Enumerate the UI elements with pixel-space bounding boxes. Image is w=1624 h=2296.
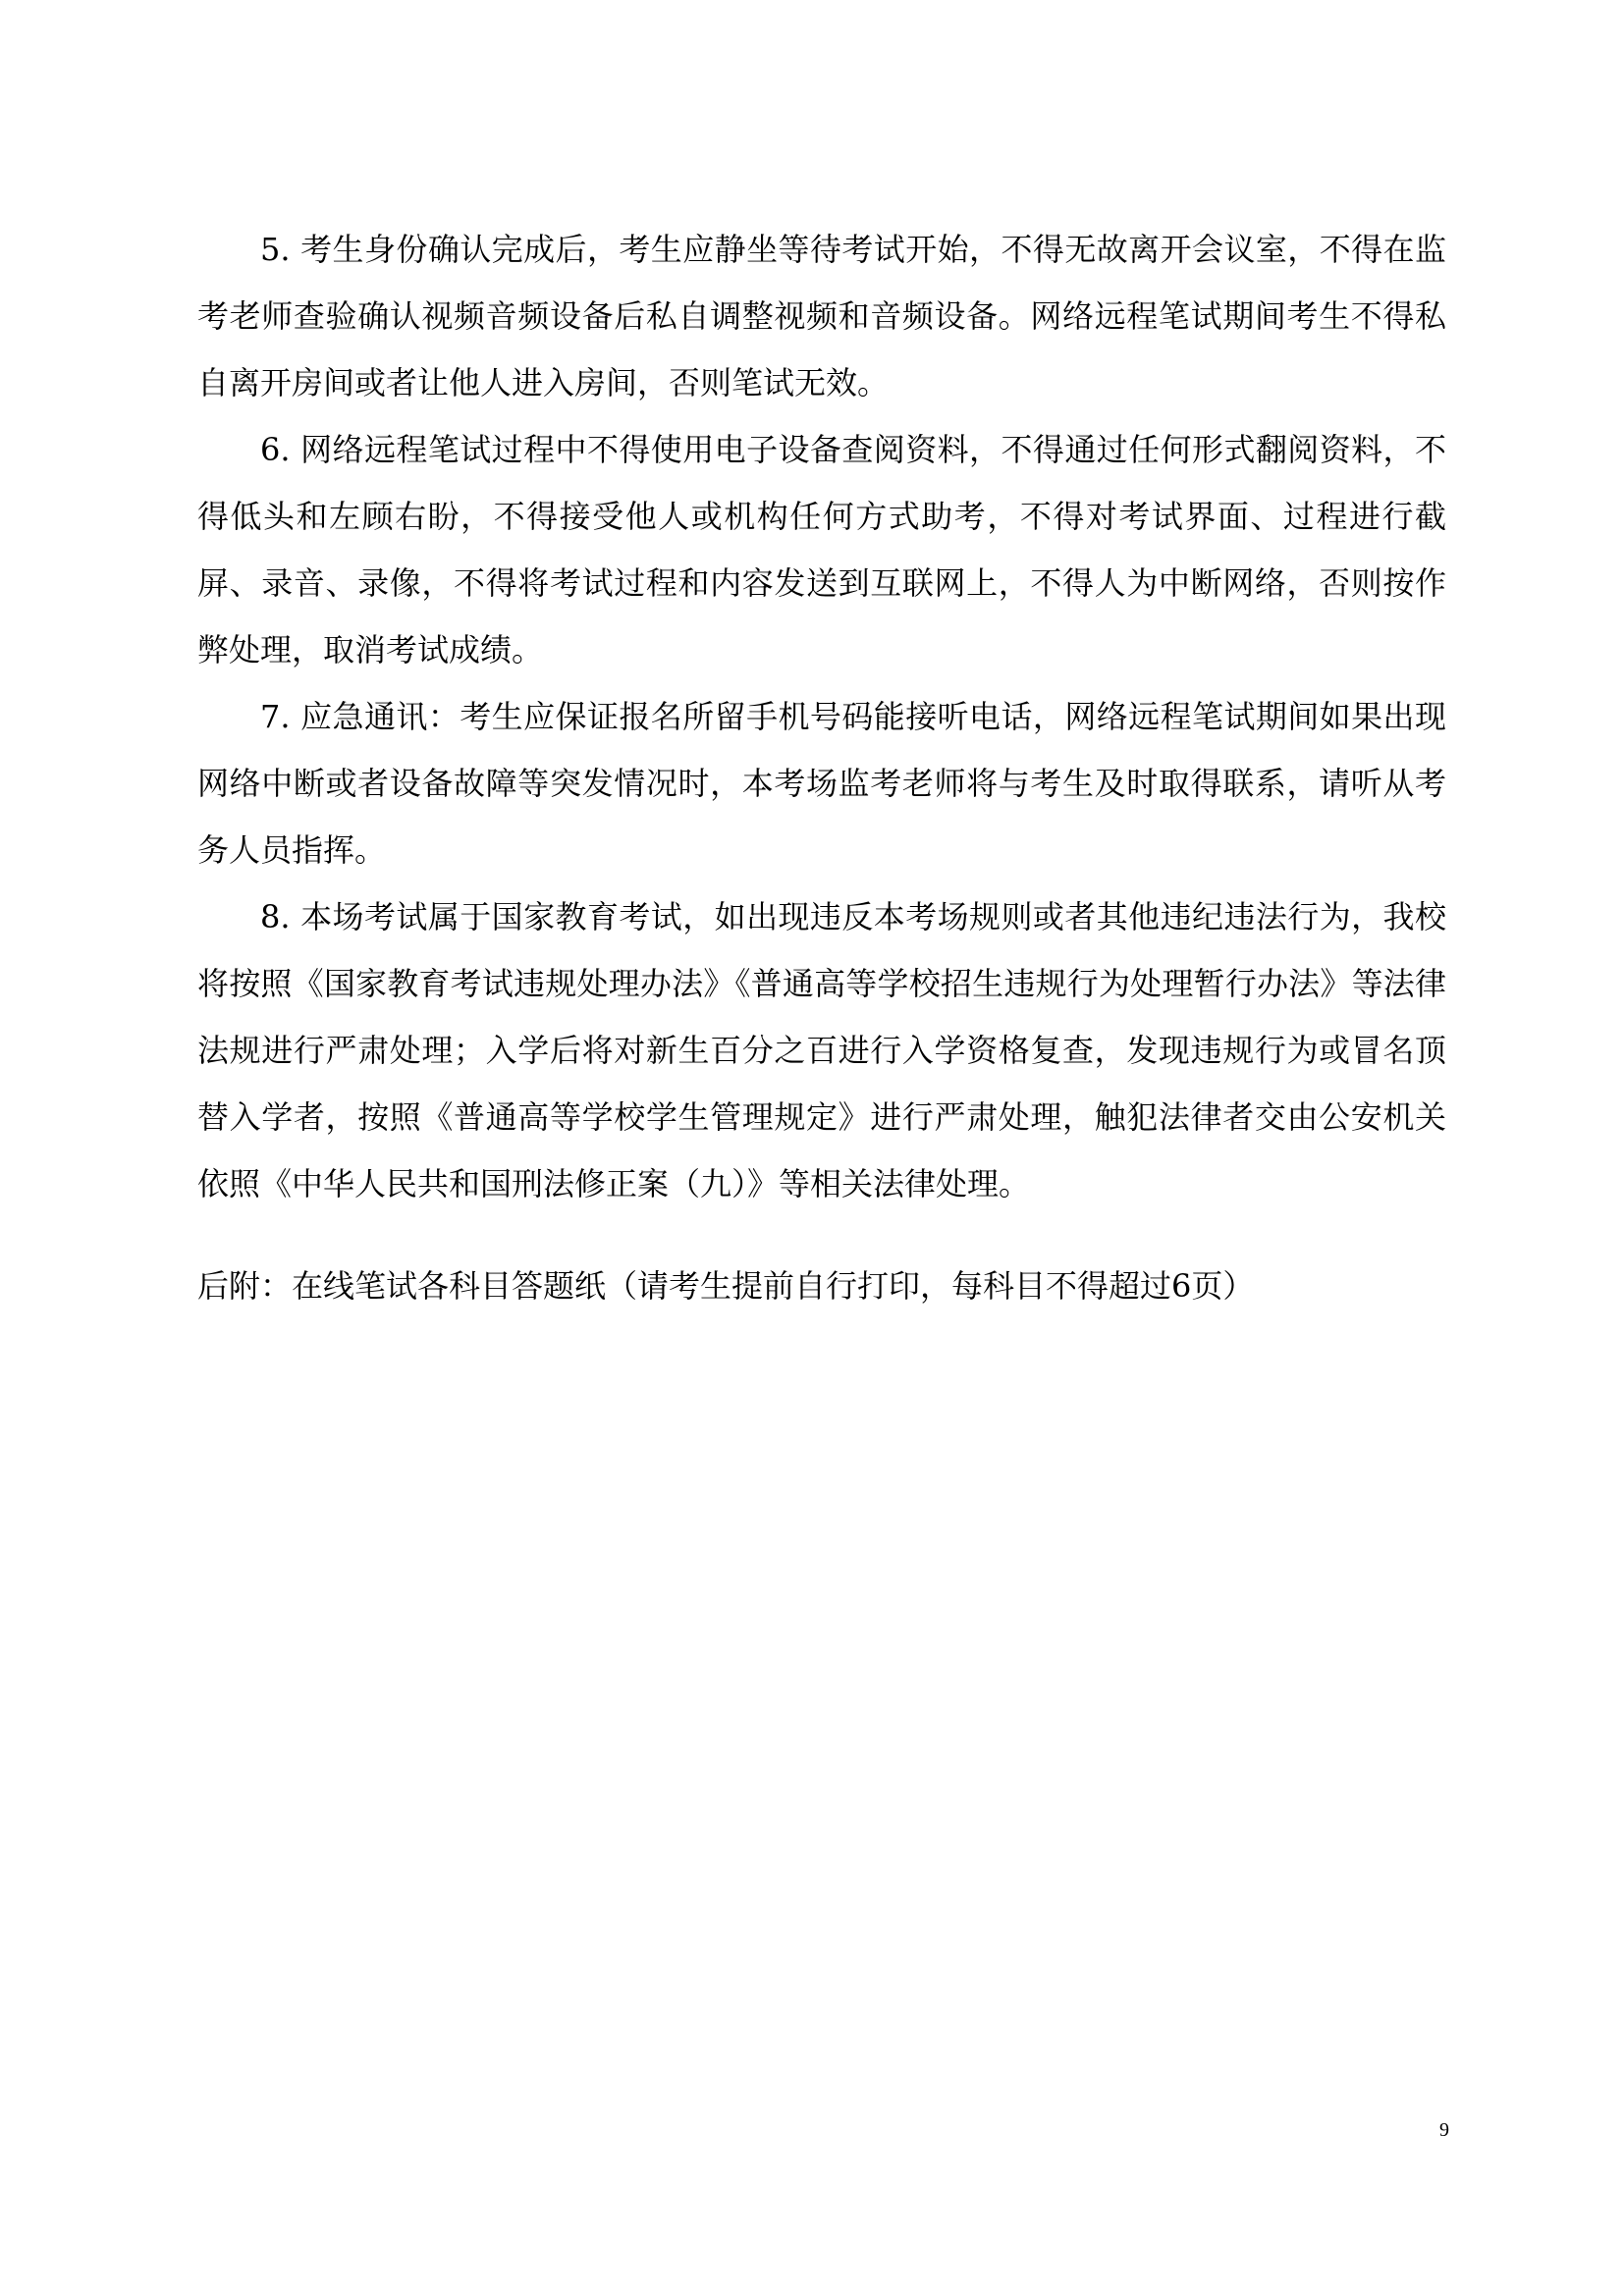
rule-paragraph-8: 8. 本场考试属于国家教育考试，如出现违反本考场规则或者其他违纪违法行为，我校将按照《国家教育考试违规处理办法》《普通高等学校招生违规行为处理暂行办法》等法律法规进行严肃处理；入学后将对新生百分之百进行入学资格复查，发现违规行为或冒名顶替入学者，按照《普通高等学校学生管理规定》进行严肃处理，触犯法律者交由公安机关依照《中华人民共和国刑法修正案（九）》等相关法律处理。: [197, 898, 1446, 1202]
rule-paragraph-7: 7. 应急通讯：考生应保证报名所留手机号码能接听电话，网络远程笔试期间如果出现网络中断或者设备故障等突发情况时，本考场监考老师将与考生及时取得联系，请听从考务人员指挥。: [197, 698, 1446, 869]
rule-paragraph-5: 5. 考生身份确认完成后，考生应静坐等待考试开始，不得无故离开会议室，不得在监考老师查验确认视频音频设备后私自调整视频和音频设备。网络远程笔试期间考生不得私自离开房间或者让他人进入房间，否则笔试无效。: [197, 231, 1446, 401]
page-number: 9: [1439, 2119, 1449, 2141]
rule-paragraph-6: 6. 网络远程笔试过程中不得使用电子设备查阅资料，不得通过任何形式翻阅资料，不得低头和左顾右盼，不得接受他人或机构任何方式助考，不得对考试界面、过程进行截屏、录音、录像，不得将考试过程和内容发送到互联网上，不得人为中断网络，否则按作弊处理，取消考试成绩。: [197, 431, 1446, 668]
document-body: [197, 216, 1446, 1319]
appendix-note: 后附：在线笔试各科目答题纸（请考生提前自行打印，每科目不得超过6页）: [197, 1267, 1255, 1305]
